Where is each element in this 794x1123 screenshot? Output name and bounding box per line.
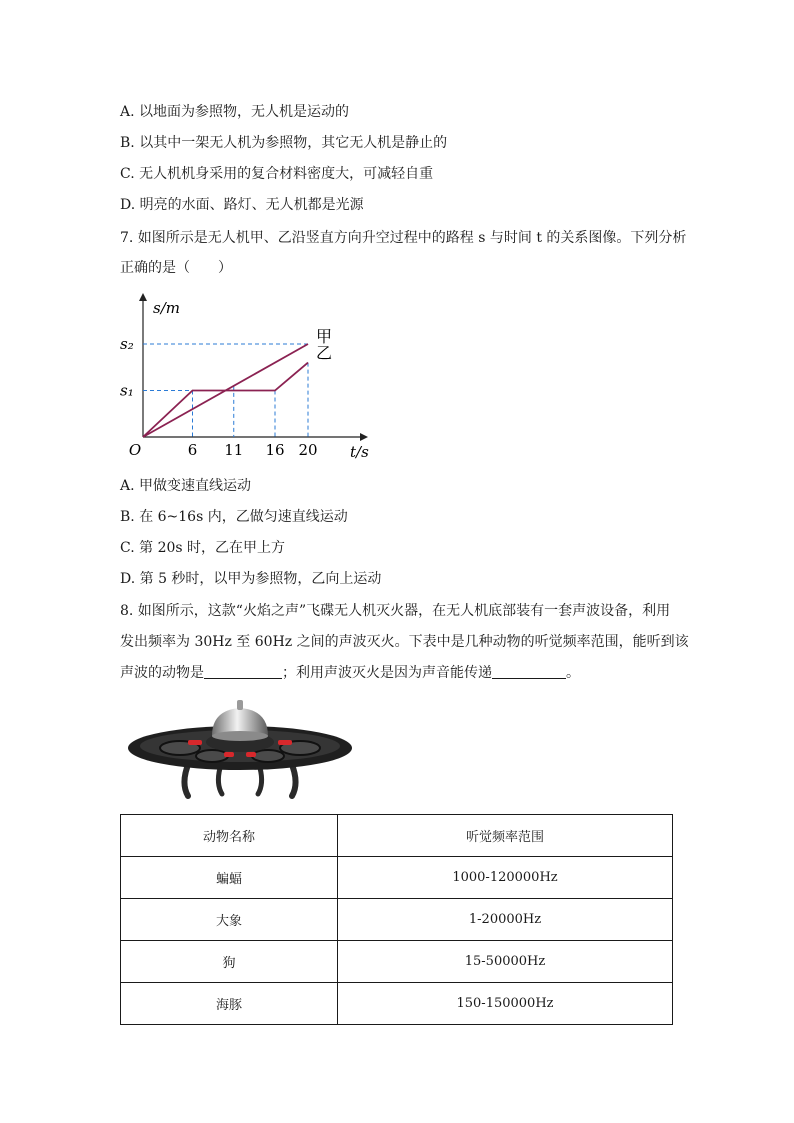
table-header-row [121,815,673,857]
frequency-range-cell: 150-150000Hz [338,983,673,1025]
x-axis-label: t/s [350,443,369,461]
answer-blank-2[interactable] [492,664,566,679]
ufo-drone-image [120,690,360,802]
series-line-yi [143,363,308,437]
table-row [121,941,673,983]
x-tick-label: 6 [187,441,198,459]
table-row [121,899,673,941]
y-tick-label: s₁ [120,381,134,400]
q8-text-b: ；利用声波灭火是因为声音能传递 [282,665,492,681]
frequency-range-cell: 1-20000Hz [338,899,673,941]
x-axis-arrow [360,433,368,441]
q7-stem-line1: 7. 如图所示是无人机甲、乙沿竖直方向升空过程中的路程 s 与时间 t 的关系图像。下列分析 [120,230,687,246]
x-tick-label: 11 [224,441,244,459]
s-t-graph [110,285,390,465]
table-row [121,983,673,1025]
q8-stem-line3 [120,663,580,683]
animal-name-cell: 海豚 [121,983,338,1025]
q6-option-b: B. 以其中一架无人机为参照物，其它无人机是静止的 [120,135,448,151]
q7-option-c: C. 第 20s 时，乙在甲上方 [120,540,286,556]
header-animal-name: 动物名称 [121,815,338,857]
table-row [121,857,673,899]
animal-name-cell: 狗 [121,941,338,983]
q7-stem-line2: 正确的是（ ） [120,260,232,276]
q6-option-c: C. 无人机机身采用的复合材料密度大，可减轻自重 [120,166,434,182]
y-axis-label: s/m [153,299,180,317]
frequency-range-cell: 1000-120000Hz [338,857,673,899]
q6-option-d: D. 明亮的水面、路灯、无人机都是光源 [120,197,364,213]
q8-text-a: 声波的动物是 [120,665,204,681]
animal-name-cell: 蝙蝠 [121,857,338,899]
q6-option-a: A. 以地面为参照物，无人机是运动的 [120,104,350,120]
q8-stem-line1: 8. 如图所示，这款“火焰之声”飞碟无人机灭火器，在无人机底部装有一套声波设备，利用 [120,603,671,619]
q7-option-d: D. 第 5 秒时，以甲为参照物，乙向上运动 [120,571,382,587]
header-frequency-range: 听觉频率范围 [338,815,673,857]
series-label: 甲 [316,327,333,346]
origin-label: O [128,441,142,459]
q7-option-b: B. 在 6~16s 内，乙做匀速直线运动 [120,509,348,525]
x-tick-label: 20 [298,441,318,459]
y-tick-label: s₂ [120,335,134,353]
hearing-frequency-table [120,814,673,1025]
frequency-range-cell: 15-50000Hz [338,941,673,983]
q8-text-c: 。 [566,665,580,681]
y-axis-arrow [139,293,147,301]
q8-stem-line2: 发出频率为 30Hz 至 60Hz 之间的声波灭火。下表中是几种动物的听觉频率范围，能听到该 [120,634,689,650]
q7-option-a: A. 甲做变速直线运动 [120,478,252,494]
series-label: 乙 [316,343,333,363]
answer-blank-1[interactable] [204,664,282,679]
x-tick-label: 16 [265,441,285,459]
animal-name-cell: 大象 [121,899,338,941]
